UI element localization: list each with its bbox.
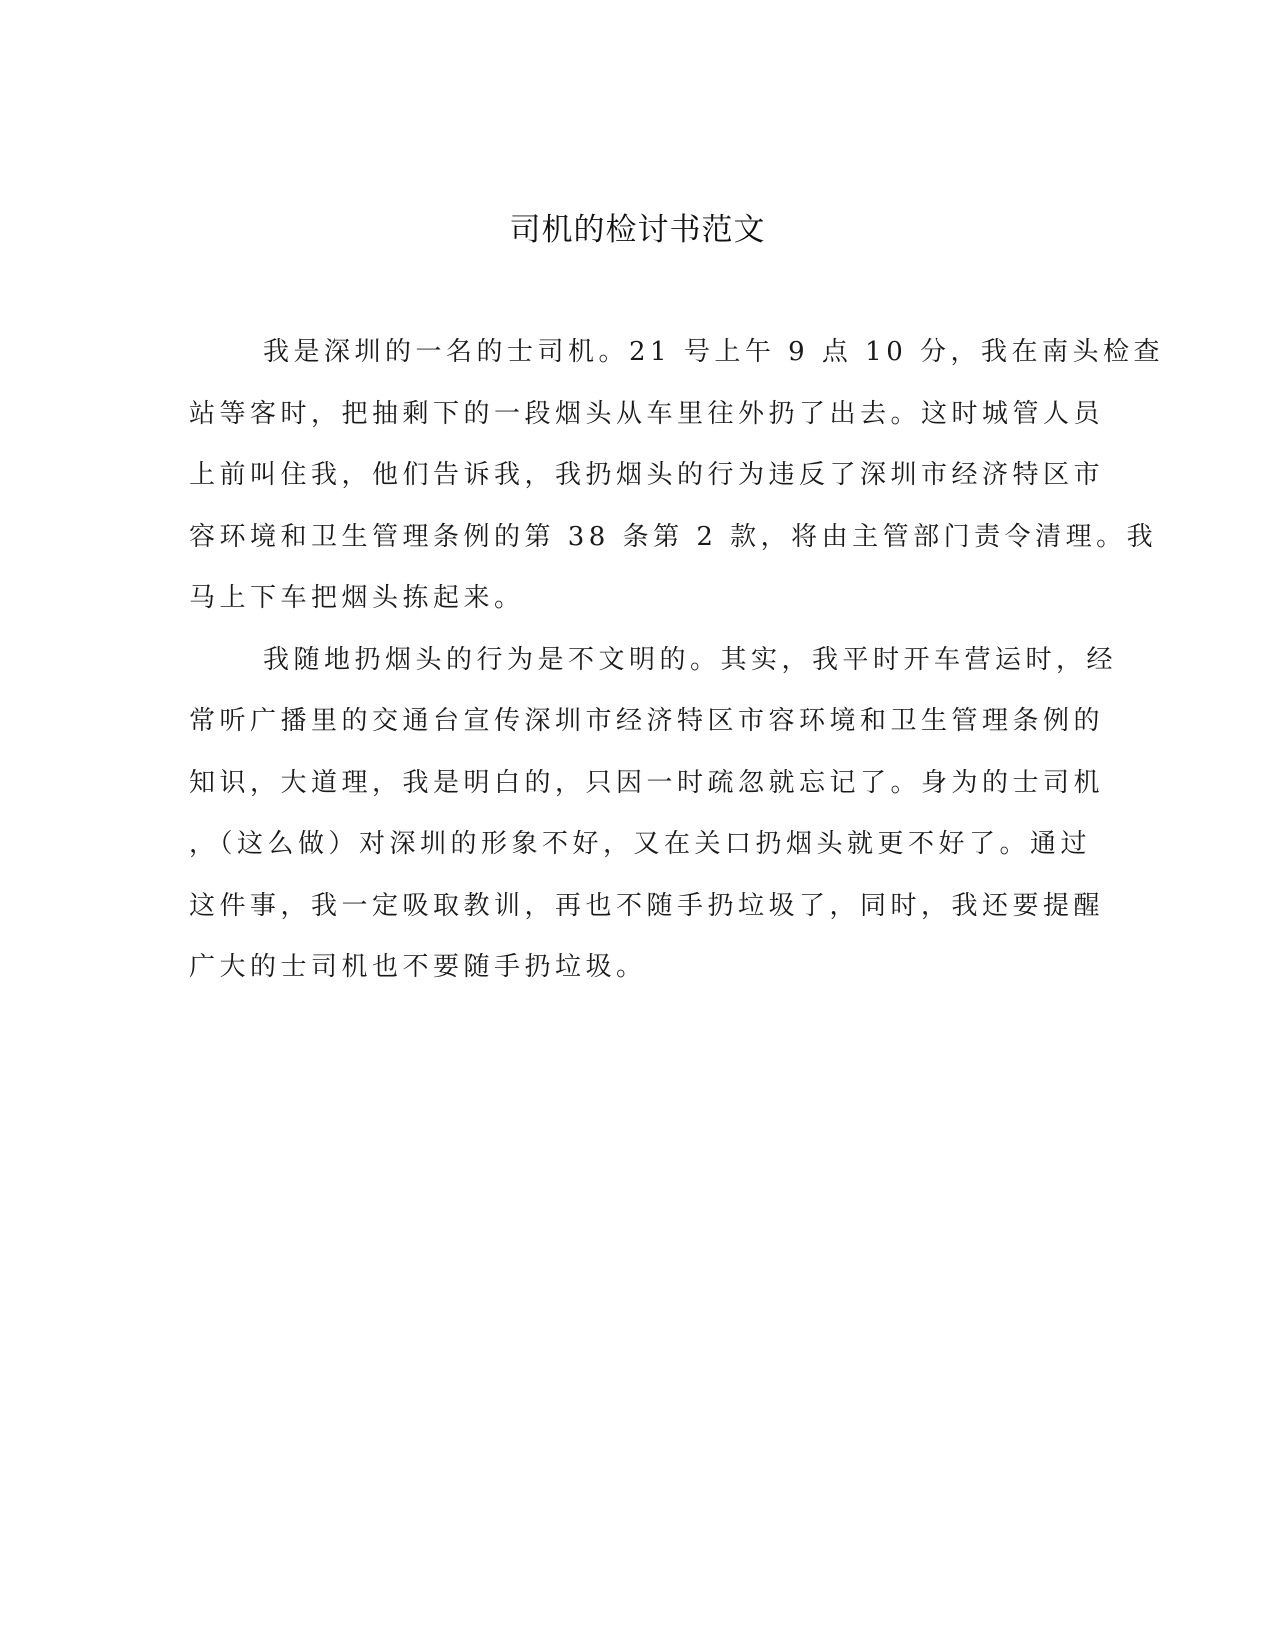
paragraph-line: 常听广播里的交通台宣传深圳市经济特区市容环境和卫生管理条例的 <box>189 706 1105 736</box>
paragraph-line: 容环境和卫生管理条例的第 38 条第 2 款，将由主管部门责令清理。我 <box>189 521 1158 552</box>
document-title: 司机的检讨书范文 <box>509 212 766 248</box>
paragraph-line: 站等客时，把抽剩下的一段烟头从车里往外扔了出去。这时城管人员 <box>189 398 1105 429</box>
document-body <box>189 322 1165 999</box>
paragraph-line: 我随地扔烟头的行为是不文明的。其实，我平时开车营运时，经 <box>263 644 1118 675</box>
paragraph-line: 我是深圳的一名的士司机。21 号上午 9 点 10 分，我在南头检查 <box>263 337 1165 367</box>
paragraph-line: ，（这么做）对深圳的形象不好，又在关口扔烟头就更不好了。通过 <box>189 829 1092 859</box>
paragraph-line: 这件事，我一定吸取教训，再也不随手扔垃圾了，同时，我还要提醒 <box>189 890 1105 921</box>
paragraph-1 <box>189 322 1165 630</box>
paragraph-line: 上前叫住我，他们告诉我，我扔烟头的行为违反了深圳市经济特区市 <box>189 460 1105 490</box>
paragraph-line: 马上下车把烟头拣起来。 <box>189 583 525 613</box>
paragraph-line: 知识，大道理，我是明白的，只因一时疏忽就忘记了。身为的士司机 <box>189 767 1105 798</box>
paragraph-line: 广大的士司机也不要随手扔垃圾。 <box>189 952 647 982</box>
paragraph-2 <box>189 630 1118 999</box>
